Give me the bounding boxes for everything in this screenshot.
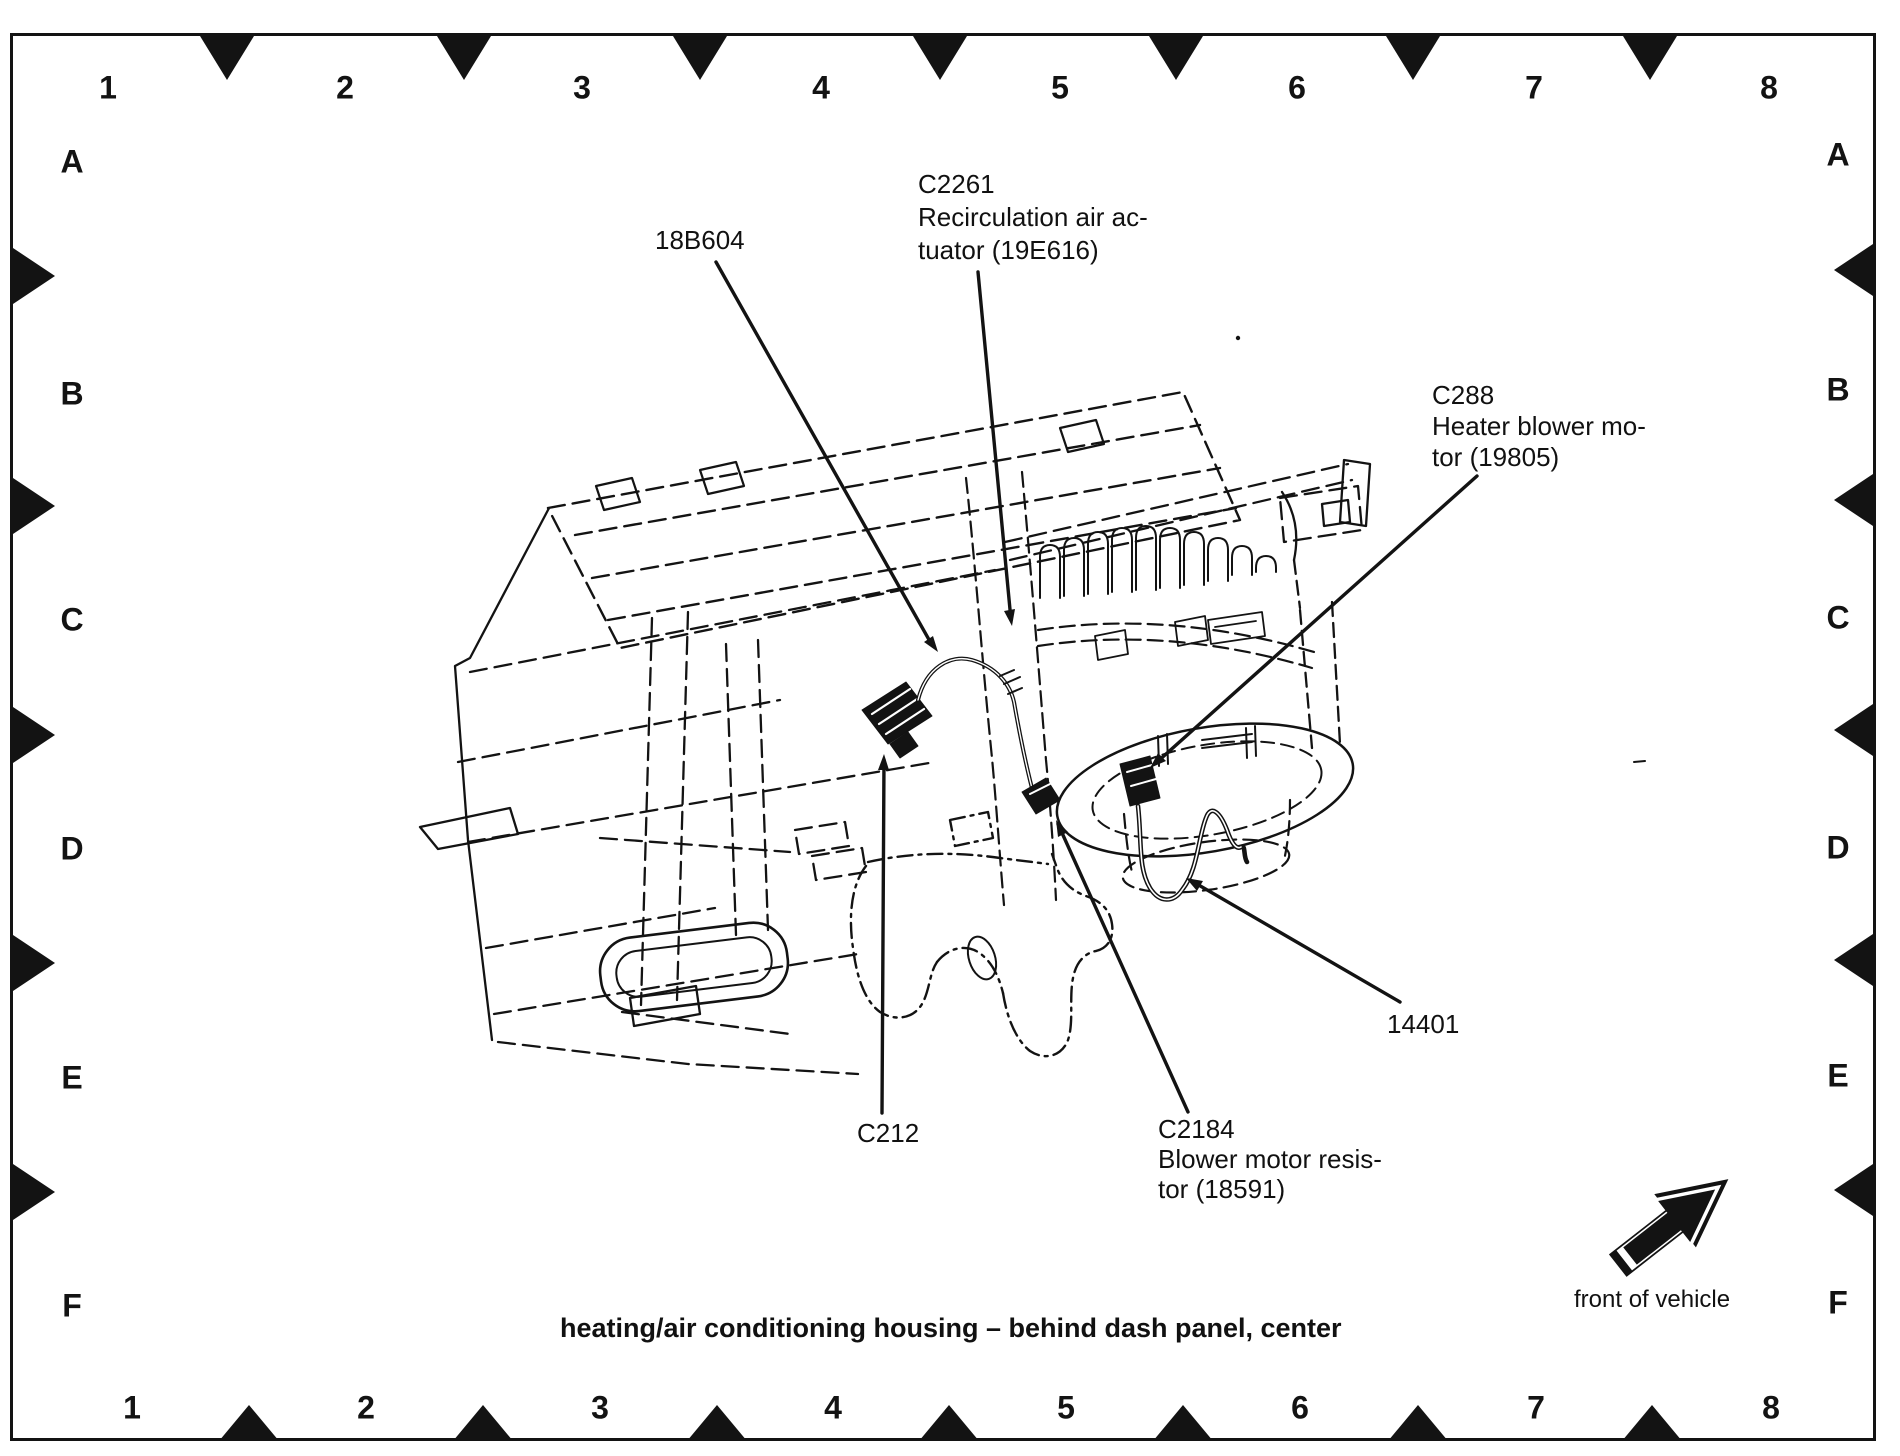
callout-line: tuator (19E616) <box>918 235 1099 265</box>
grid-column-label: 8 <box>1762 1389 1780 1426</box>
callout-line: 14401 <box>1387 1009 1460 1039</box>
grid-column-label: 4 <box>812 69 830 106</box>
callout-line: tor (19805) <box>1432 442 1560 472</box>
grid-column-label: 4 <box>824 1389 842 1426</box>
figure-caption: heating/air conditioning housing – behind dash panel, center <box>560 1313 1342 1343</box>
callout-18b604 <box>655 224 745 257</box>
leader-c288 <box>1156 476 1477 763</box>
grid-row-label: B <box>1826 371 1850 408</box>
callout-line: Blower motor resis- <box>1158 1144 1382 1174</box>
grid-column-label: 3 <box>591 1389 609 1426</box>
grid-row-label: E <box>1827 1057 1849 1094</box>
callout-c212 <box>857 1117 919 1150</box>
grid-row-label: A <box>1826 136 1850 173</box>
grid-column-label: 2 <box>336 69 354 106</box>
callout-line: C288 <box>1432 380 1495 410</box>
grid-column-label: 5 <box>1057 1389 1075 1426</box>
grid-column-label: 7 <box>1527 1389 1545 1426</box>
callout-line: 18B604 <box>655 225 745 255</box>
harness-18b604 <box>918 659 1034 796</box>
front-of-vehicle-arrow-icon <box>1597 1153 1749 1293</box>
floor-duct-bracket <box>851 812 1112 1056</box>
callout-line: C2184 <box>1158 1114 1235 1144</box>
grid-row-label: B <box>60 375 84 412</box>
leader-arrowheads <box>878 609 1203 891</box>
hvac-housing-top <box>548 392 1240 648</box>
callout-c2261 <box>918 168 1148 267</box>
grid-row-label: D <box>1826 829 1850 866</box>
grid-row-label: A <box>60 143 84 180</box>
blower-top-rail <box>1005 460 1370 748</box>
leader-c2261 <box>978 272 1011 620</box>
c2184-resistor-connector <box>1022 778 1060 814</box>
callout-line: C212 <box>857 1118 920 1148</box>
grid-column-label: 1 <box>99 69 117 106</box>
grid-column-label: 8 <box>1760 69 1778 106</box>
callout-line: C2261 <box>918 169 995 199</box>
grid-row-label: D <box>60 830 84 867</box>
grid-row-label: E <box>61 1059 83 1096</box>
grid-column-label: 6 <box>1291 1389 1309 1426</box>
grid-column-label: 5 <box>1051 69 1069 106</box>
callout-line: Heater blower mo- <box>1432 411 1646 441</box>
leader-14401 <box>1190 880 1400 1002</box>
callout-c2184 <box>1158 1114 1382 1204</box>
leader-c2184 <box>1058 824 1188 1112</box>
grid-row-label: F <box>62 1287 82 1324</box>
hvac-housing-body <box>420 510 995 1074</box>
callout-line: Recirculation air ac- <box>918 202 1148 232</box>
callout-line: tor (18591) <box>1158 1174 1286 1204</box>
grid-column-label: 2 <box>357 1389 375 1426</box>
blower-motor <box>1047 703 1364 902</box>
leader-18b604 <box>716 262 932 645</box>
grid-row-label: F <box>1828 1284 1848 1321</box>
callout-14401 <box>1387 1008 1459 1041</box>
grid-column-label: 7 <box>1525 69 1543 106</box>
leader-c212 <box>882 760 884 1113</box>
front-of-vehicle-label: front of vehicle <box>1574 1286 1731 1313</box>
grid-column-label: 3 <box>573 69 591 106</box>
grid-row-label: C <box>1826 599 1850 636</box>
callout-c288 <box>1432 380 1646 473</box>
grid-column-label: 6 <box>1288 69 1306 106</box>
leader-lines <box>716 262 1477 1113</box>
grid-row-label: C <box>60 601 84 638</box>
grid-column-label: 1 <box>123 1389 141 1426</box>
